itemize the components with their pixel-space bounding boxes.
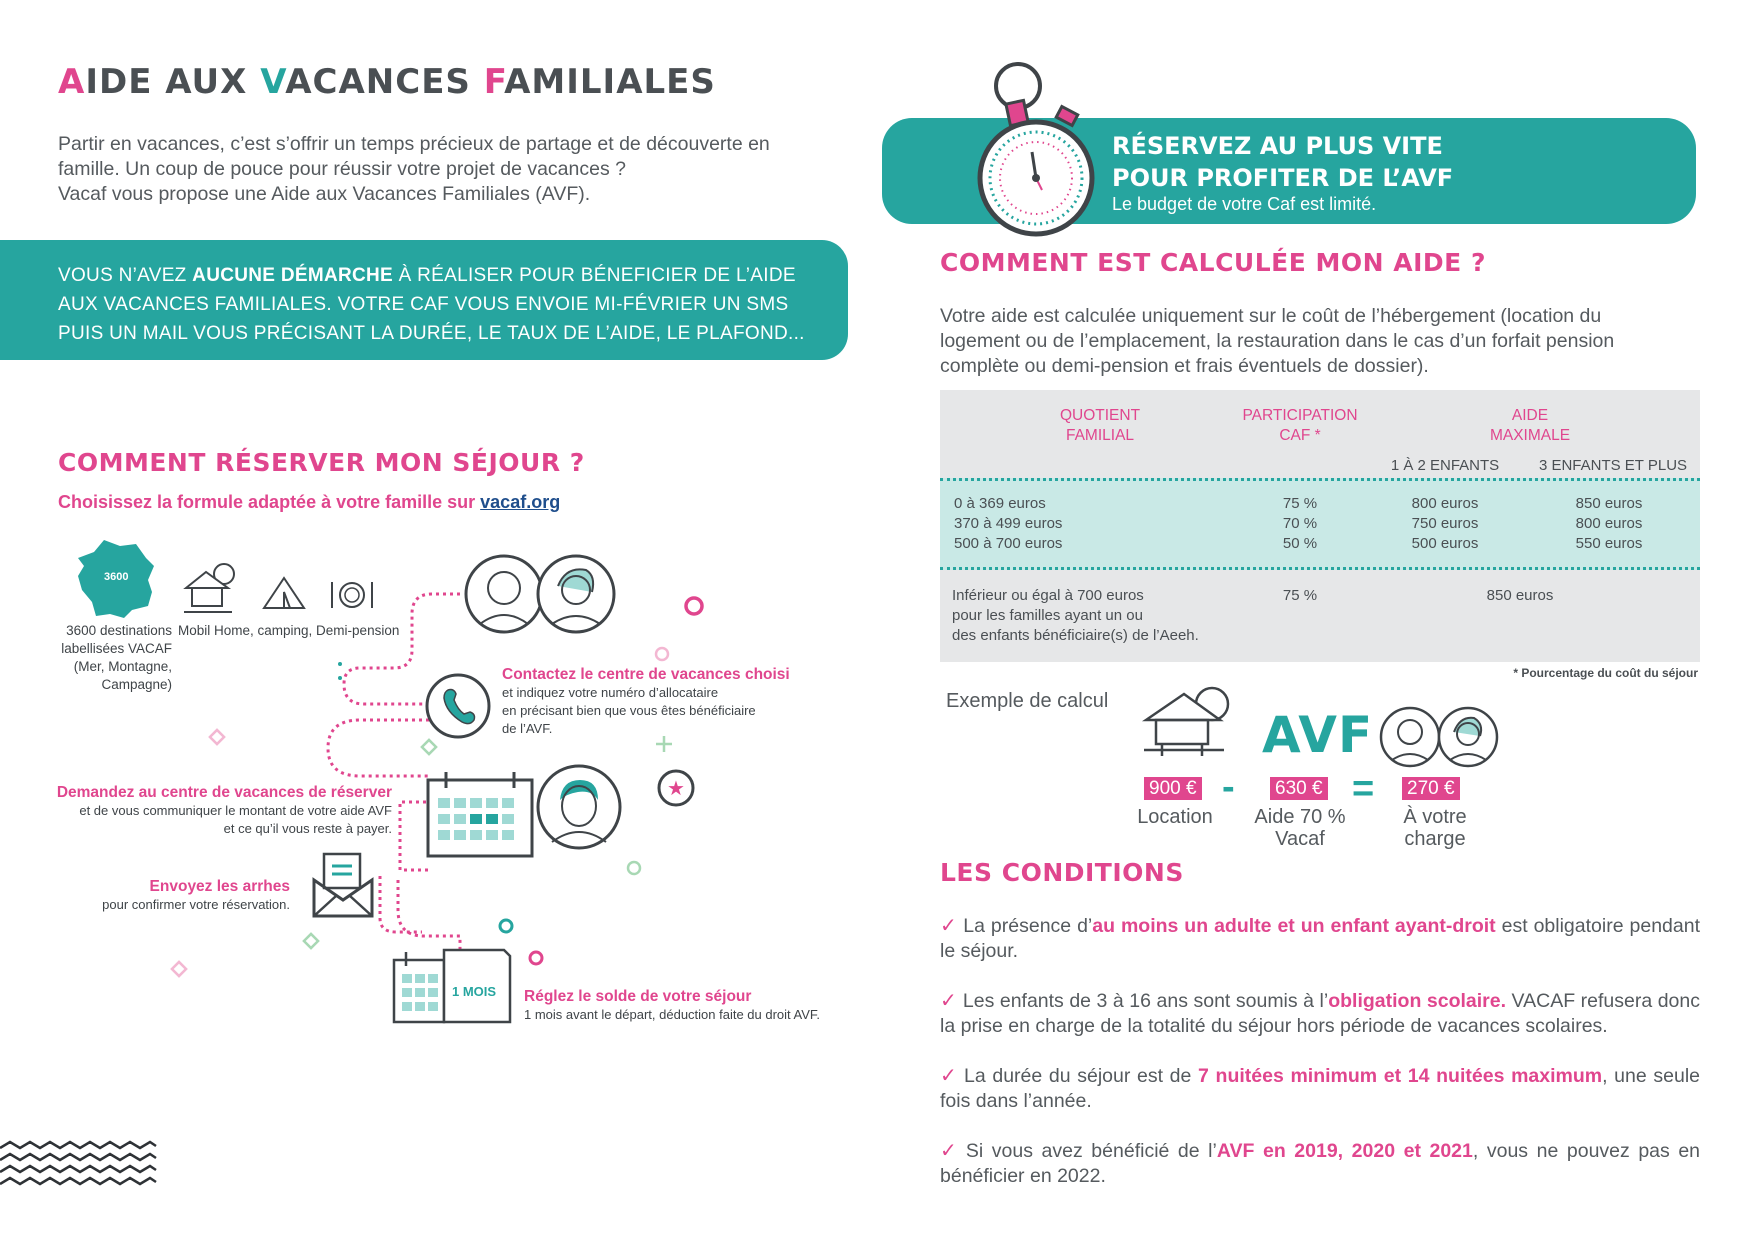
condition-item: ✓ Les enfants de 3 à 16 ans sont soumis à l’obligation scolaire. VACAF refusera donc la prise en charge de la totalité du séjour hors période de vacances scolaires.	[940, 990, 1701, 1037]
table-footnote: * Pourcentage du coût du séjour	[1513, 666, 1698, 680]
col-header-aide: AIDE MAXIMALE	[1489, 407, 1571, 444]
deadline-title: RÉSERVEZ AU PLUS VITE POUR PROFITER DE L’AVF	[1112, 132, 1454, 192]
condition-item: ✓ Si vous avez bénéficié de l’AVF en 2019, 2020 et 2021, vous ne pouvez pas en bénéficier en 2022.	[940, 1140, 1701, 1187]
minus-sign: -	[1222, 766, 1235, 808]
table-row: 370 à 499 euros	[954, 515, 1063, 532]
qf-column	[954, 494, 1062, 554]
reserve-section-title: COMMENT RÉSERVER MON SÉJOUR ?	[58, 448, 585, 477]
zigzag-decoration	[0, 1140, 160, 1190]
couple-avatars-icon	[1378, 704, 1502, 770]
title-initial-a: A	[58, 62, 86, 102]
checkmark-icon: ✓	[940, 915, 958, 937]
svg-text:★: ★	[667, 778, 685, 800]
title-initial-v: V	[260, 62, 286, 102]
charge-caption: À votre charge	[1403, 806, 1467, 850]
calc-intro: Votre aide est calculée uniquement sur le coût de l’hébergement (location du logement ou de l’emplacement, la restauration dans le cas d’un forfait pension complète ou demi-pension et frais éventuels de dossier).	[940, 305, 1615, 377]
step-balance-title: Réglez le solde de votre séjour	[524, 988, 752, 1005]
aide-3-column: 850 euros 800 euros 550 euros	[1575, 495, 1643, 552]
aide-caption: Aide 70 % Vacaf	[1254, 806, 1346, 850]
conditions-title: LES CONDITIONS	[940, 858, 1184, 887]
col-header-participation: PARTICIPATION CAF *	[1242, 407, 1358, 444]
vacaf-link[interactable]: vacaf.org	[480, 492, 561, 512]
condition-item: ✓ La durée du séjour est de 7 nuitées minimum et 14 nuitées maximum, une seule fois dans l’année.	[940, 1065, 1700, 1112]
step-balance-line: 1 mois avant le départ, déduction faite du droit AVF.	[524, 1007, 821, 1022]
col-header-qf: QUOTIENT FAMILIAL	[1059, 407, 1141, 444]
location-caption: Location	[1137, 806, 1213, 828]
hut-icon	[1140, 680, 1236, 760]
step-contact-line: de l’AVF.	[502, 721, 553, 736]
destinations-caption: 3600 destinations labellisées VACAF (Mer, Montagne, Campagne)	[61, 623, 172, 692]
table-row: 500 à 700 euros	[954, 535, 1063, 552]
step-contact-line: et indiquez votre numéro d’allocataire	[502, 685, 719, 700]
map-count-label: 3600	[104, 571, 129, 583]
title-part-2: ACANCES	[285, 62, 484, 102]
checkmark-icon: ✓	[940, 1065, 958, 1087]
intro-line: Partir en vacances, c’est s’offrir un temps précieux de partage et de découverte en	[58, 133, 770, 155]
checkmark-icon: ✓	[940, 990, 957, 1012]
checkmark-icon: ✓	[940, 1140, 960, 1162]
no-step-banner	[0, 240, 848, 360]
intro-line: famille. Un coup de pouce pour réussir votre projet de vacances ?	[58, 158, 626, 180]
condition-item: ✓ La présence d’au moins un adulte et un enfant ayant-droit est obligatoire pendant le séjour.	[940, 915, 1700, 962]
page-title	[58, 62, 716, 102]
no-step-text: VOUS N’AVEZ AUCUNE DÉMARCHE À RÉALISER POUR BÉNEFICIER DE L’AIDE AUX VACANCES FAMILIALES. VOTRE CAF VOUS ENVOIE MI-FÉVRIER UN SMS PUIS UN MAIL VOUS PRÉCISANT LA DURÉE, LE TAUX DE L’AIDE, LE PLAFOND...	[58, 265, 805, 344]
subheader-1-2-children: 1 À 2 ENFANTS	[1390, 457, 1500, 474]
deadline-subtitle: Le budget de votre Caf est limité.	[1112, 194, 1377, 214]
choose-formula-line: Choisissez la formule adaptée à votre famille sur vacaf.org	[58, 492, 561, 512]
intro-line: Vacaf vous propose une Aide aux Vacances Familiales (AVF).	[58, 183, 591, 205]
equals-sign: =	[1352, 768, 1375, 810]
lodging-caption: Mobil Home, camping, Demi-pension	[178, 623, 400, 638]
stopwatch-icon	[968, 58, 1108, 238]
aide-1-2-column: 800 euros 750 euros 500 euros	[1411, 495, 1479, 552]
step-deposit-title: Envoyez les arrhes	[149, 878, 290, 895]
step-contact-title: Contactez le centre de vacances choisi	[502, 666, 790, 683]
aeeh-aide: 850 euros	[1486, 587, 1554, 604]
aeeh-row-label: Inférieur ou égal à 700 euros pour les familles ayant un ou des enfants bénéficiaire(s) de l’Aeeh.	[952, 587, 1199, 644]
decorative-shapes	[0, 580, 860, 1000]
subheader-3-children: 3 ENFANTS ET PLUS	[1538, 457, 1688, 474]
title-part-3: AMILIALES	[504, 62, 716, 102]
calc-section-title: COMMENT EST CALCULÉE MON AIDE ?	[940, 248, 1486, 277]
conditions-list	[940, 914, 1700, 1189]
aide-amount: 630 €	[1270, 778, 1328, 800]
title-initial-f: F	[483, 62, 505, 102]
step-request-line: et de vous communiquer le montant de votre aide AVF	[79, 803, 392, 818]
no-step-emphasis: AUCUNE DÉMARCHE	[192, 265, 394, 286]
step-request-line: et ce qu’il vous reste à payer.	[223, 821, 392, 836]
aid-table	[940, 390, 1700, 662]
step-deposit-line: pour confirmer votre réservation.	[102, 897, 290, 912]
step-request-title: Demandez au centre de vacances de réserver	[56, 784, 392, 801]
avf-big-label: AVF	[1262, 706, 1374, 764]
step-contact-line: en précisant bien que vous êtes bénéficiaire	[502, 703, 756, 718]
table-row: 0 à 369 euros	[954, 495, 1046, 512]
location-amount: 900 €	[1144, 778, 1202, 800]
month-label: 1 MOIS	[452, 984, 497, 999]
charge-amount: 270 €	[1402, 778, 1460, 800]
participation-column: 75 % 70 % 50 %	[1282, 495, 1318, 552]
title-part-1: IDE AUX	[85, 62, 261, 102]
aeeh-participation: 75 %	[1282, 587, 1318, 604]
intro-paragraph	[58, 132, 838, 207]
example-label: Exemple de calcul	[946, 690, 1109, 712]
